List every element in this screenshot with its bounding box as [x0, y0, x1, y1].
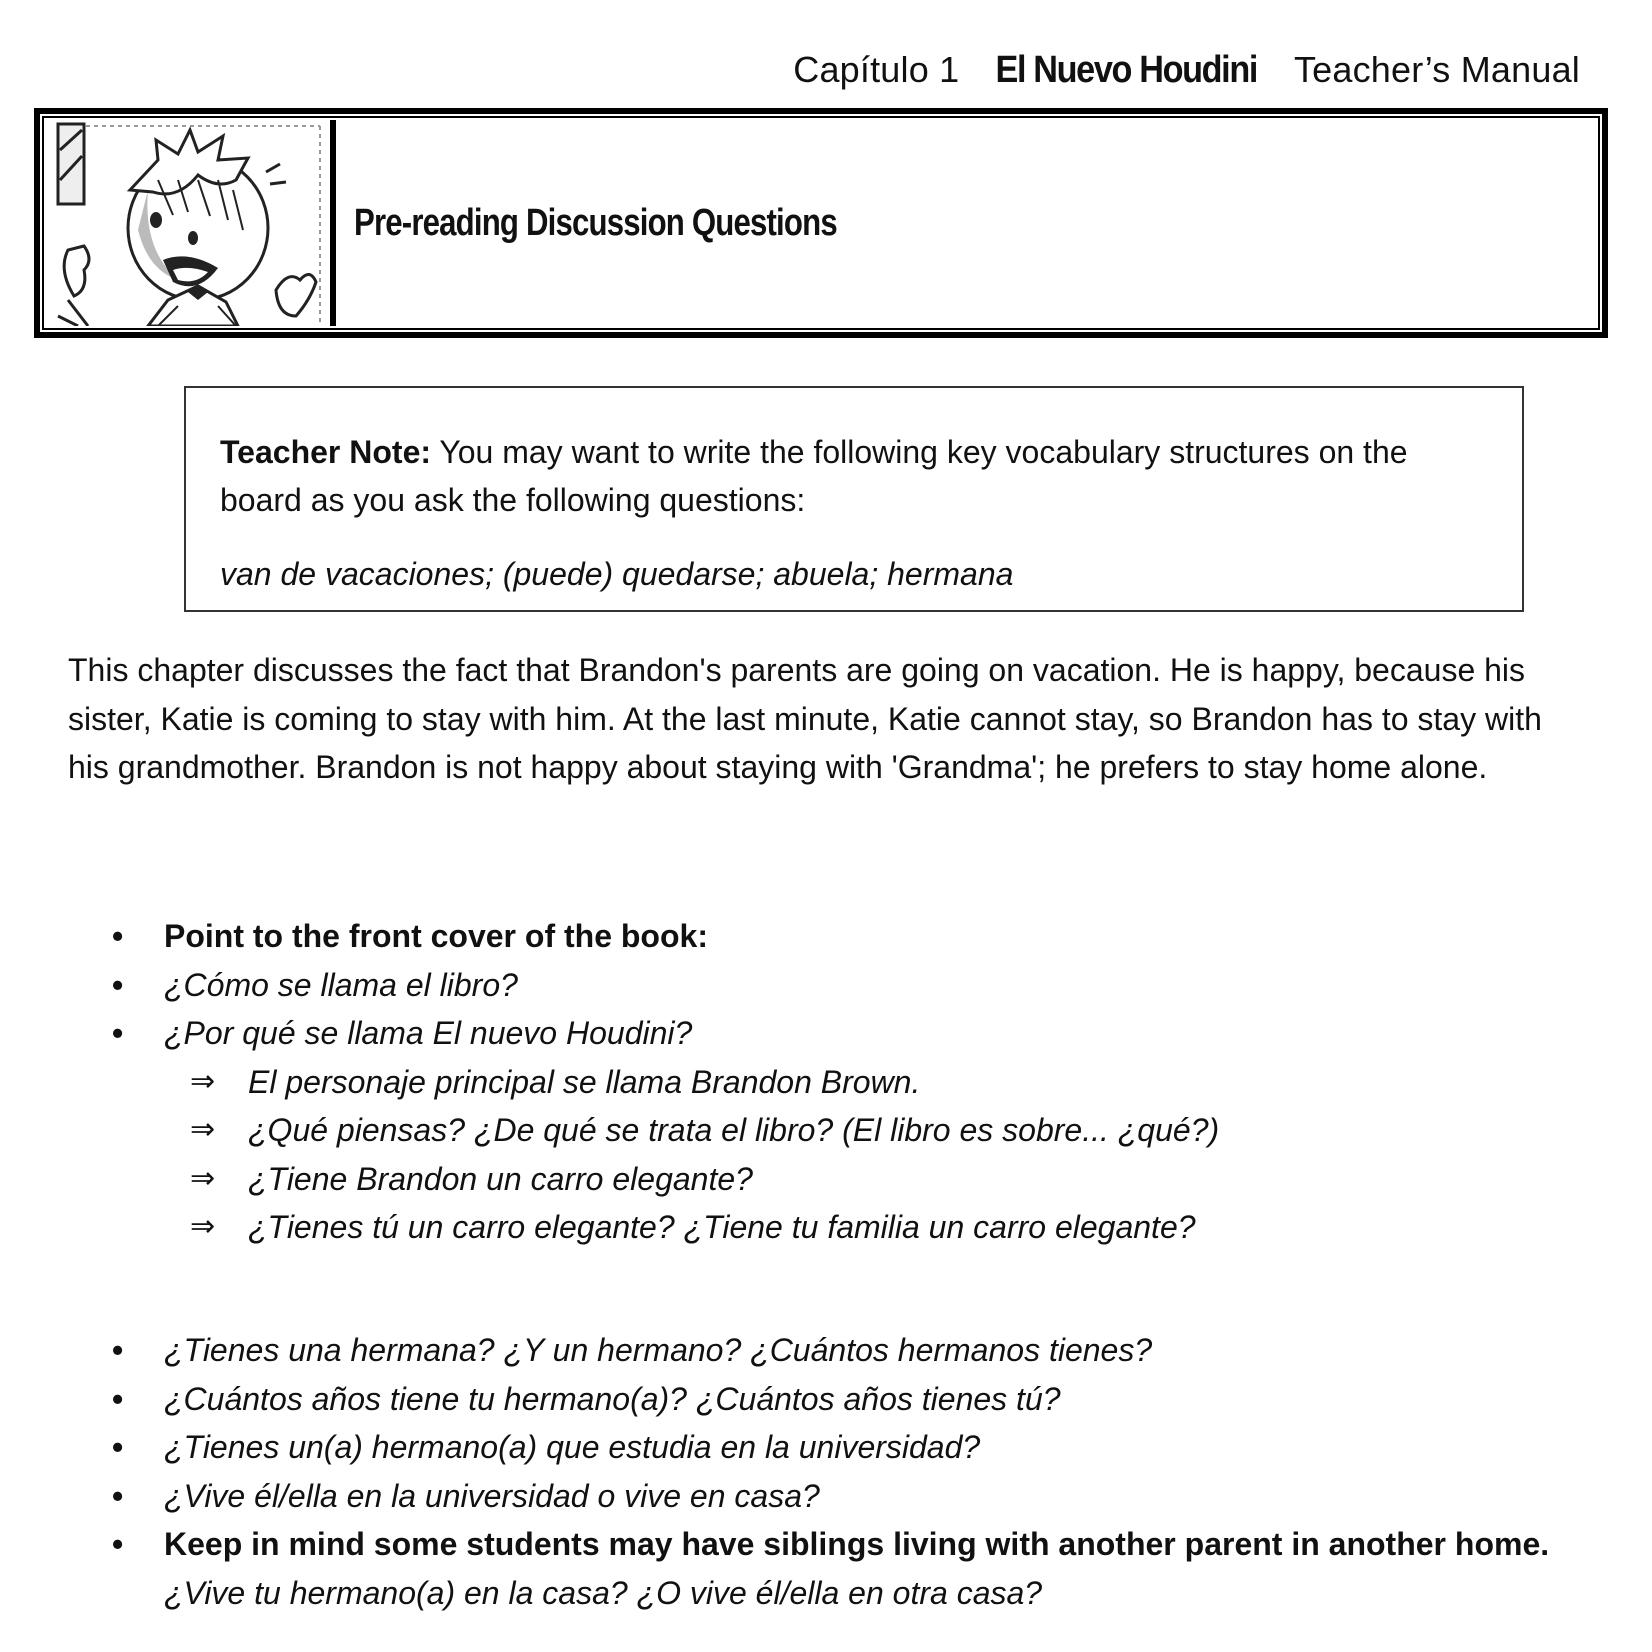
sub-list-item: ⇒ El personaje principal se llama Brandon Brown. [108, 1058, 1608, 1107]
bullet-icon: • [112, 1015, 124, 1051]
teacher-note-text: You may want to write the following key vocabulary structures on the board as you ask the following questions: [220, 434, 1408, 518]
bullet-icon: • [112, 1526, 124, 1562]
page-header [793, 44, 1580, 96]
double-arrow-icon: ⇒ [190, 1113, 216, 1146]
section-banner [34, 108, 1608, 338]
list-item: • Point to the front cover of the book: [108, 912, 1608, 961]
sub-list-item: ⇒ ¿Qué piensas? ¿De qué se trata el libro? (El libro es sobre... ¿qué?) [108, 1106, 1608, 1155]
list-item: • ¿Por qué se llama El nuevo Houdini? [108, 1009, 1608, 1058]
double-arrow-icon: ⇒ [190, 1210, 216, 1243]
bullet-icon: • [112, 1477, 124, 1514]
manual-label: Teacher’s Manual [1293, 49, 1580, 90]
bullet-icon: • [112, 1380, 124, 1417]
bullet-icon: • [112, 1429, 124, 1465]
discussion-questions-siblings [108, 1326, 1608, 1617]
double-arrow-icon: ⇒ [190, 1064, 216, 1098]
list-item: • ¿Tienes un(a) hermano(a) que estudia en la universidad? [108, 1423, 1608, 1472]
chapter-label: Capítulo 1 [793, 49, 960, 90]
bullet-icon: • [112, 966, 124, 1003]
key-vocabulary: van de vacaciones; (puede) quedarse; abuela; hermana [220, 556, 1014, 592]
section-title: Pre-reading Discussion Questions [354, 201, 837, 244]
sub-list-item: ⇒ ¿Tienes tú un carro elegante? ¿Tiene tu familia un carro elegante? [108, 1203, 1608, 1252]
teacher-note-label: Teacher Note: [220, 434, 432, 470]
list-item: • ¿Cómo se llama el libro? [108, 961, 1608, 1010]
book-title: El Nuevo Houdini [995, 49, 1258, 91]
teacher-note-box [184, 386, 1524, 612]
list-item: • ¿Tienes una hermana? ¿Y un hermano? ¿Cuántos hermanos tienes? [108, 1326, 1608, 1375]
sibling-note-bold: Keep in mind some students may have siblings living with another parent in another home. [164, 1526, 1550, 1562]
list-item: • ¿Vive él/ella en la universidad o vive en casa? [108, 1472, 1608, 1521]
sibling-note-question: ¿Vive tu hermano(a) en la casa? ¿O vive él/ella en otra casa? [164, 1574, 1043, 1611]
list-item: • ¿Cuántos años tiene tu hermano(a)? ¿Cuántos años tienes tú? [108, 1375, 1608, 1424]
list-item-note [108, 1520, 1608, 1617]
bullet-icon: • [112, 1332, 124, 1368]
sub-list-item: ⇒ ¿Tiene Brandon un carro elegante? [108, 1155, 1608, 1204]
discussion-questions-cover [108, 912, 1608, 1252]
chapter-summary: This chapter discusses the fact that Brandon's parents are going on vacation. He is happy, because his sister, Katie is coming to stay with him. At the last minute, Katie cannot stay, so Brandon has to stay with his grandmother. Brandon is not happy about staying with 'Grandma'; he prefers to stay home alone. [68, 652, 1542, 785]
cartoon-boy-icon [46, 120, 336, 326]
bullet-icon: • [112, 918, 124, 954]
double-arrow-icon: ⇒ [190, 1161, 216, 1195]
